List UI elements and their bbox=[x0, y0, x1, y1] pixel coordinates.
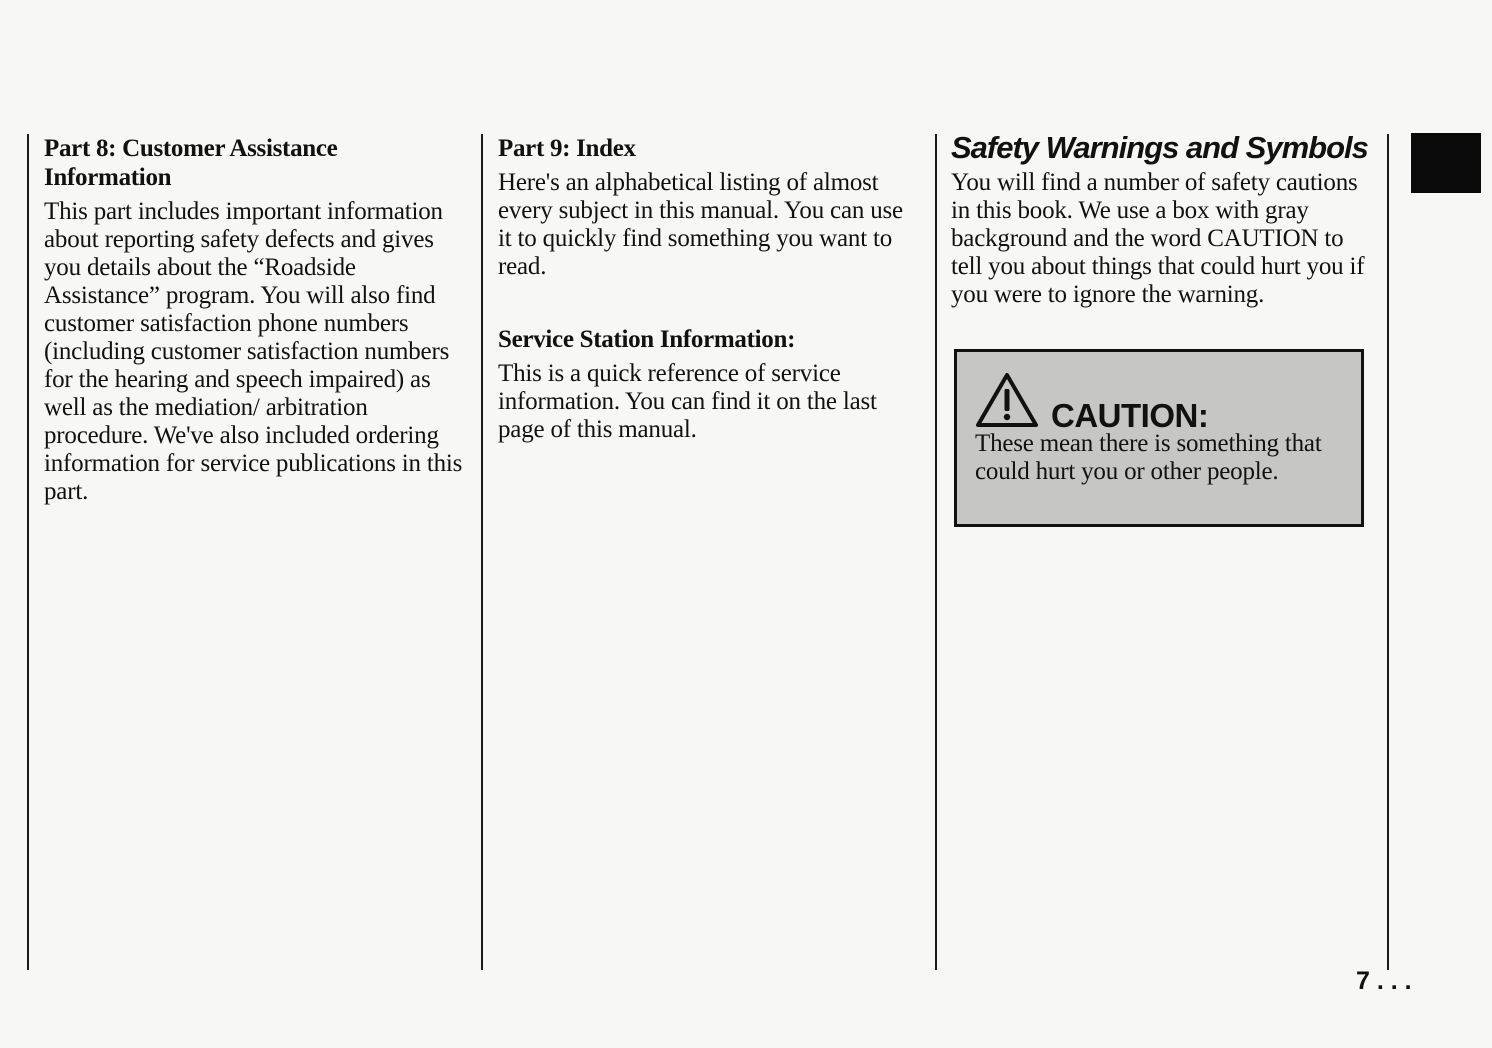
caution-header bbox=[975, 372, 1208, 433]
column-safety-warnings bbox=[951, 132, 1371, 309]
part-8-body: This part includes important information about reporting safety defects and gives you details about the “Roadside Assistance” program. You will also find customer satisfaction phone numbers (including customer satisfaction numbers for the hearing and speech impaired) as well as the mediation/ arbitration procedure. We've also included ordering information for service publications in this part. bbox=[44, 198, 463, 505]
part-8-heading: Part 8: Customer Assistance Information bbox=[44, 135, 338, 191]
part-9-heading: Part 9: Index bbox=[498, 135, 636, 162]
column-divider-far-right bbox=[1387, 134, 1389, 970]
safety-warnings-title: Safety Warnings and Symbols bbox=[951, 130, 1368, 165]
caution-label: CAUTION: bbox=[1051, 397, 1209, 434]
section-tab-marker bbox=[1411, 133, 1481, 193]
column-divider-left bbox=[27, 134, 29, 970]
caution-box bbox=[954, 349, 1364, 527]
column-divider-middle bbox=[481, 134, 483, 970]
safety-warnings-body: You will find a number of safety cautions in this book. We use a box with gray background and the word CAUTION to tell you about things that could hurt you if you were to ignore the warning. bbox=[951, 169, 1365, 308]
service-station-body: This is a quick reference of service information. You can find it on the last page of this manual. bbox=[498, 360, 877, 443]
column-part-8 bbox=[44, 134, 470, 506]
part-9-body: Here's an alphabetical listing of almost every subject in this manual. You can use it to quickly find something you want to read. bbox=[498, 169, 903, 280]
page-number: 7 . . . bbox=[1356, 967, 1412, 995]
column-part-9 bbox=[498, 134, 914, 444]
column-divider-right bbox=[935, 134, 937, 970]
service-station-heading: Service Station Information: bbox=[498, 326, 796, 353]
warning-triangle-icon bbox=[975, 372, 1039, 433]
caution-text: These mean there is something that could hurt you or other people. bbox=[975, 430, 1322, 485]
